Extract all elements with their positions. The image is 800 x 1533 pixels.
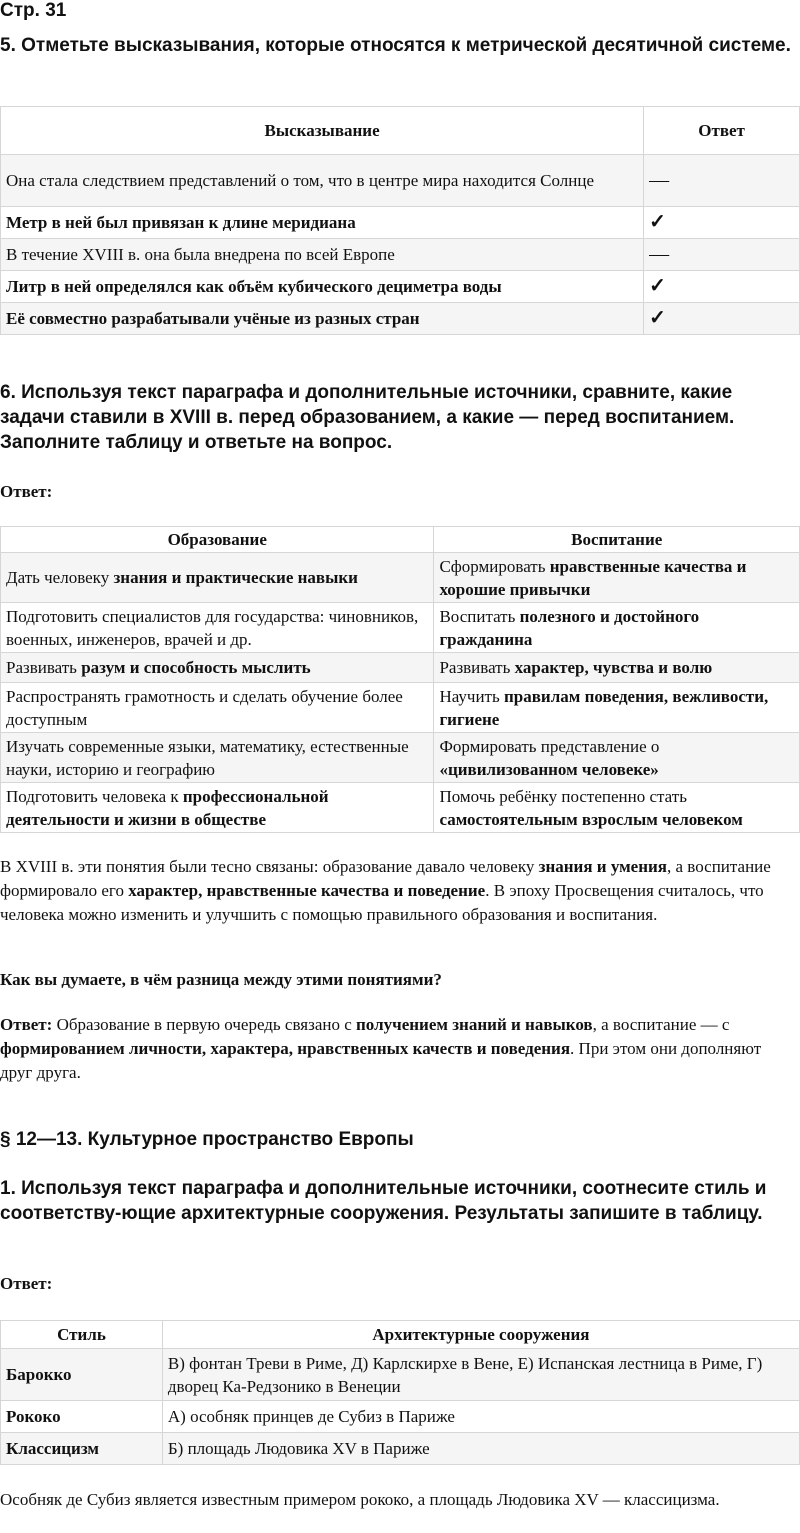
answer-cell: — — [644, 155, 800, 207]
answer-label: Ответ: — [0, 1274, 53, 1293]
education-cell: Подготовить человека к профессиональной деятельности и жизни в обществе — [1, 783, 434, 833]
discussion-question: Как вы думаете, в чём разница между этими понятиями? — [0, 970, 442, 989]
column-header-statement: Высказывание — [1, 107, 644, 155]
upbringing-cell: Сформировать нравственные качества и хорошие привычки — [434, 553, 800, 603]
question-1-heading: 1. Используя текст параграфа и дополнительные источники, соотнесите стиль и соответству-ющие архитектурные сооружения. Результаты запишите в таблицу. — [0, 1178, 767, 1224]
answer-cell: — — [644, 239, 800, 271]
statement-cell: Литр в ней определялся как объём кубического дециметра воды — [1, 271, 644, 303]
column-header-style: Стиль — [1, 1321, 163, 1349]
buildings-cell: В) фонтан Треви в Риме, Д) Карлскирхе в Вене, Е) Испанская лестница в Риме, Г) дворец Ка-Редзонико в Венеции — [162, 1349, 799, 1401]
column-header-buildings: Архитектурные сооружения — [162, 1321, 799, 1349]
upbringing-cell: Научить правилам поведения, вежливости, гигиене — [434, 683, 800, 733]
upbringing-cell: Воспитать полезного и достойного гражданина — [434, 603, 800, 653]
table-header-row — [1, 527, 800, 553]
architecture-styles-table — [0, 1320, 800, 1465]
buildings-cell: А) особняк принцев де Субиз в Париже — [162, 1401, 799, 1433]
table-row — [1, 653, 800, 683]
answer-cell: ✓ — [644, 271, 800, 303]
answer-label: Ответ: — [0, 482, 53, 501]
table-row — [1, 239, 800, 271]
statement-cell: Её совместно разрабатывали учёные из разных стран — [1, 303, 644, 335]
upbringing-cell: Развивать характер, чувства и волю — [434, 653, 800, 683]
metric-system-table — [0, 106, 800, 335]
question-6-heading: 6. Используя текст параграфа и дополнительные источники, сравните, какие задачи ставили в XVIII в. перед образованием, а какие — перед воспитанием. Заполните таблицу и ответьте на вопрос. — [0, 382, 735, 453]
education-cell: Распространять грамотность и сделать обучение более доступным — [1, 683, 434, 733]
table-row — [1, 155, 800, 207]
education-cell: Развивать разум и способность мыслить — [1, 653, 434, 683]
page-number: Стр. 31 — [0, 0, 67, 21]
education-cell: Подготовить специалистов для государства: чиновников, военных, инженеров, врачей и др. — [1, 603, 434, 653]
table-row — [1, 1401, 800, 1433]
upbringing-cell: Помочь ребёнку постепенно стать самостоятельным взрослым человеком — [434, 783, 800, 833]
table-row — [1, 271, 800, 303]
table-row — [1, 603, 800, 653]
table-row — [1, 783, 800, 833]
table-row — [1, 207, 800, 239]
upbringing-cell: Формировать представление о «цивилизованном человеке» — [434, 733, 800, 783]
column-header-answer: Ответ — [644, 107, 800, 155]
statement-cell: Метр в ней был привязан к длине меридиана — [1, 207, 644, 239]
note-paragraph: Особняк де Субиз является известным примером рококо, а площадь Людовика XV — классицизма. — [0, 1490, 720, 1509]
answer-cell: ✓ — [644, 207, 800, 239]
answer-cell: ✓ — [644, 303, 800, 335]
table-row — [1, 1349, 800, 1401]
table-row — [1, 683, 800, 733]
final-answer-paragraph: Ответ: Образование в первую очередь связано с получением знаний и навыков, а воспитание — с формированием личности, характера, нравственных качеств и поведения. При этом они дополняют друг друга. — [0, 1015, 762, 1082]
style-cell: Классицизм — [1, 1433, 163, 1465]
column-header-education: Образование — [1, 527, 434, 553]
buildings-cell: Б) площадь Людовика XV в Париже — [162, 1433, 799, 1465]
question-5-heading: 5. Отметьте высказывания, которые относятся к метрической десятичной системе. — [0, 35, 791, 56]
table-header-row — [1, 107, 800, 155]
education-cell: Дать человеку знания и практические навыки — [1, 553, 434, 603]
style-cell: Рококо — [1, 1401, 163, 1433]
statement-cell: Она стала следствием представлений о том, что в центре мира находится Солнце — [1, 155, 644, 207]
education-upbringing-table — [0, 526, 800, 833]
statement-cell: В течение XVIII в. она была внедрена по всей Европе — [1, 239, 644, 271]
table-row — [1, 1433, 800, 1465]
section-title: § 12—13. Культурное пространство Европы — [0, 1129, 414, 1150]
table-row — [1, 303, 800, 335]
table-row — [1, 733, 800, 783]
summary-paragraph: В XVIII в. эти понятия были тесно связаны: образование давало человеку знания и умения, а воспитание формировало его характер, нравственные качества и поведение. В эпоху Просвещения считалось, что человека можно изменить и улучшить с помощью правильного образования и воспитания. — [0, 857, 771, 924]
column-header-upbringing: Воспитание — [434, 527, 800, 553]
table-row — [1, 553, 800, 603]
education-cell: Изучать современные языки, математику, естественные науки, историю и географию — [1, 733, 434, 783]
table-header-row — [1, 1321, 800, 1349]
style-cell: Барокко — [1, 1349, 163, 1401]
